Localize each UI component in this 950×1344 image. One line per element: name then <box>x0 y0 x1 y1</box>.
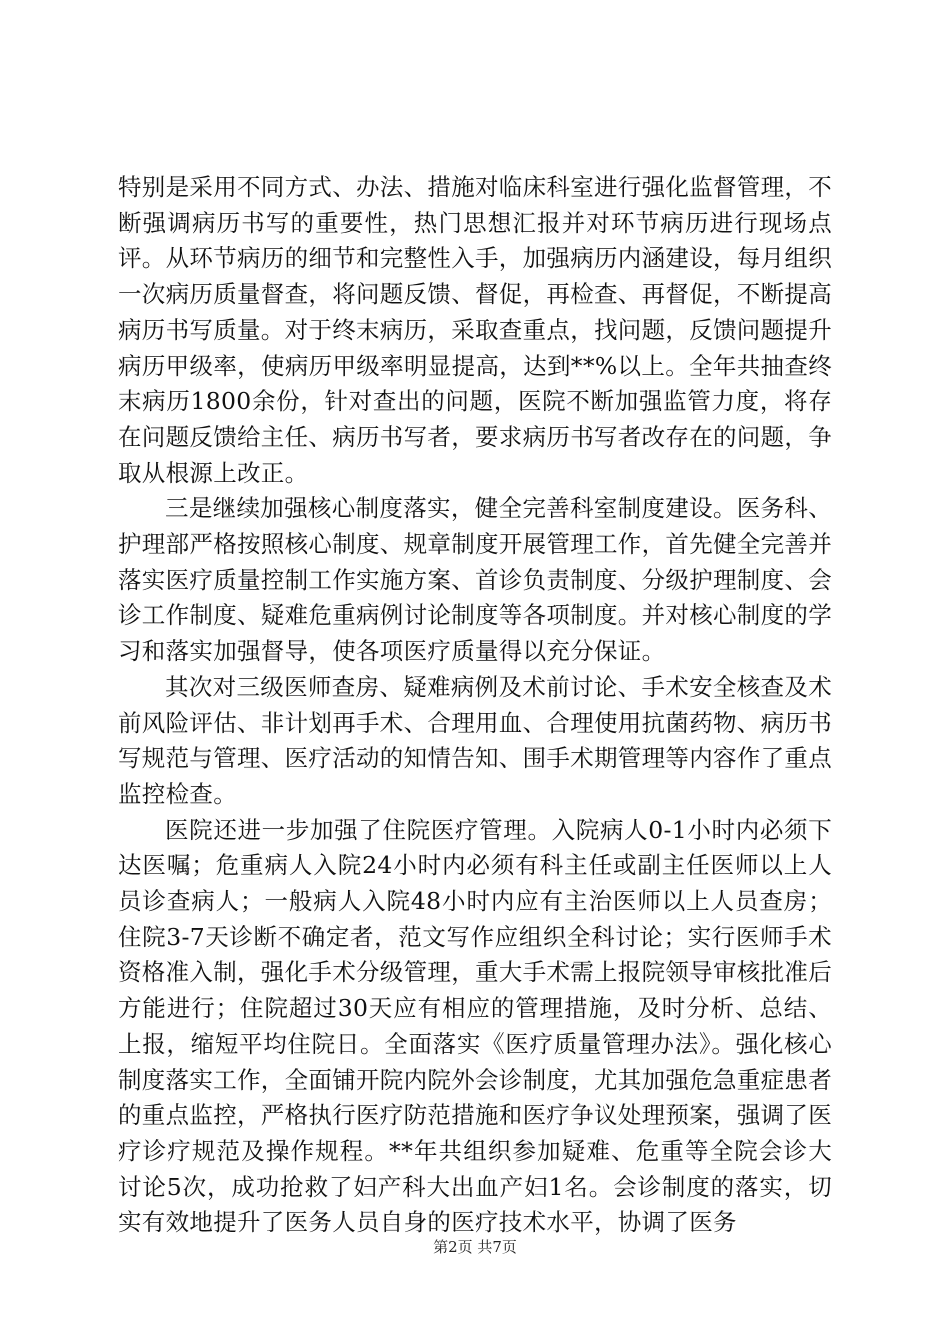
paragraph-core-system: 三是继续加强核心制度落实，健全完善科室制度建设。医务科、护理部严格按照核心制度、规章制度开展管理工作，首先健全完善并落实医疗质量控制工作实施方案、首诊负责制度、分级护理制度、会诊工作制度、疑难危重病例讨论制度等各项制度。并对核心制度的学习和落实加强督导，使各项医疗质量得以充分保证。 <box>118 494 832 666</box>
paragraph-inpatient-management: 医院还进一步加强了住院医疗管理。入院病人0-1小时内必须下达医嘱；危重病人入院24小时内必须有科主任或副主任医师以上人员诊查病人；一般病人入院48小时内应有主治医师以上人员查房；住院3-7天诊断不确定者，范文写作应组织全科讨论；实行医师手术资格准入制，强化手术分级管理，重大手术需上报院领导审核批准后方能进行；住院超过30天应有相应的管理措施，及时分析、总结、上报，缩短平均住院日。全面落实《医疗质量管理办法》。强化核心制度落实工作，全面铺开院内院外会诊制度，尤其加强危急重症患者的重点监控，严格执行医疗防范措施和医疗争议处理预案，强调了医疗诊疗规范及操作规程。**年共组织参加疑难、危重等全院会诊大讨论5次，成功抢救了妇产科大出血产妇1名。会诊制度的落实，切实有效地提升了医务人员自身的医疗技术水平，协调了医务 <box>118 815 832 1237</box>
paragraph-continued: 特别是采用不同方式、办法、措施对临床科室进行强化监督管理，不断强调病历书写的重要性，热门思想汇报并对环节病历进行现场点评。从环节病历的细节和完整性入手，加强病历内涵建设，每月组织一次病历质量督查，将问题反馈、督促，再检查、再督促，不断提高病历书写质量。对于终末病历，采取查重点，找问题，反馈问题提升病历甲级率，使病历甲级率明显提高，达到**%以上。全年共抽查终末病历1800余份，针对查出的问题，医院不断加强监管力度，将存在问题反馈给主任、病历书写者，要求病历书写者改存在的问题，争取从根源上改正。 <box>118 173 832 487</box>
paragraph-monitoring: 其次对三级医师查房、疑难病例及术前讨论、手术安全核查及术前风险评估、非计划再手术、合理用血、合理使用抗菌药物、病历书写规范与管理、医疗活动的知情告知、围手术期管理等内容作了重点监控检查。 <box>118 672 832 808</box>
page-footer: 第2页 共7页 <box>433 1238 517 1256</box>
document-body <box>118 170 832 1241</box>
